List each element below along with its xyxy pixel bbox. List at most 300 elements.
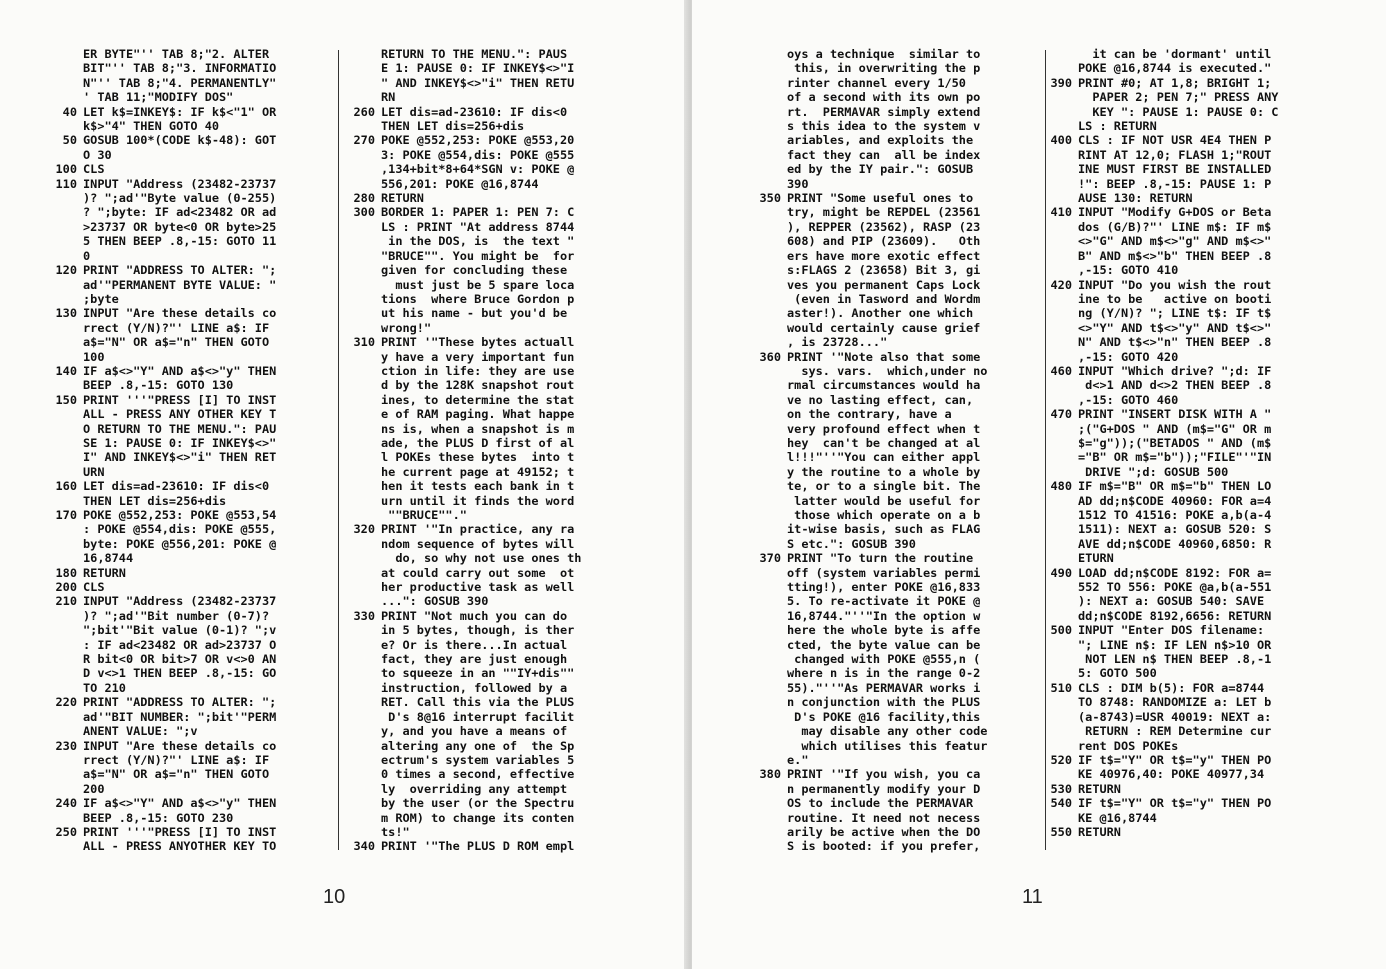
line-number [52,522,77,536]
basic-line-150 [52,393,276,407]
line-number [756,61,781,75]
line-number [1047,811,1072,825]
code-text: E 1: PAUSE 0: IF INKEY$<>"I [381,61,575,76]
code-text: 3: POKE @554,dis: POKE @555 [381,147,575,162]
line-number [350,479,375,493]
code-text: here the whole byte is affe [787,623,981,638]
code-text: N" AND t$<>"n" THEN BEEP .8 [1078,335,1272,350]
code-text: a$="N" OR a$="n" THEN GOTO [83,335,270,350]
code-text: try, might be REPDEL (23561 [787,205,981,220]
code-continuation-line [350,378,581,392]
code-text: y, and you have a means of [381,724,568,739]
code-text: rinter channel every 1/50 [787,75,966,90]
line-number [350,47,375,61]
basic-line-330 [350,609,581,623]
line-number: 50 [62,133,77,148]
left-page-column-2 [350,47,581,854]
code-continuation-line [350,638,581,652]
code-continuation-line [52,436,276,450]
line-number [350,119,375,133]
line-number: 260 [353,104,375,119]
line-number [756,234,781,248]
code-continuation-line [756,811,987,825]
code-text: "; LINE n$: IF LEN n$>10 OR [1078,637,1272,652]
code-text: fact, they are just enough [381,652,568,667]
line-number [52,609,77,623]
line-number [350,249,375,263]
line-number [756,652,781,666]
code-continuation-line [756,263,987,277]
line-number [350,796,375,810]
line-number: 40 [62,104,77,119]
line-number: 550 [1050,824,1072,839]
line-number [1047,508,1072,522]
code-text: ns is, when a snapshot is m [381,421,575,436]
code-continuation-line [756,609,987,623]
code-continuation-line [1047,234,1278,248]
line-number: 340 [353,839,375,854]
code-text: ,-15: GOTO 410 [1078,263,1179,278]
code-continuation-line [756,739,987,753]
code-continuation-line [52,537,276,551]
code-continuation-line [52,407,276,421]
line-number: 320 [353,522,375,537]
code-continuation-line [52,378,276,392]
line-number [52,350,77,364]
code-continuation-line [756,364,987,378]
basic-line-220 [52,695,276,709]
code-text: a$="N" OR a$="n" THEN GOTO [83,767,270,782]
code-text: KE 40976,40: POKE 40977,34 [1078,767,1265,782]
line-number [52,623,77,637]
code-text: S is booted: if you prefer, [787,839,981,854]
line-number [1047,61,1072,75]
code-text: )? ";ad'"Byte value (0-255) [83,191,277,206]
basic-line-460 [1047,364,1278,378]
code-text: PRINT #0; AT 1,8; BRIGHT 1; [1078,75,1272,90]
code-text: e? Or is there...In actual [381,637,568,652]
basic-line-360 [756,350,987,364]
line-number [350,739,375,753]
code-continuation-line [1047,191,1278,205]
code-text: R bit<0 OR bit>7 OR v<>0 AN [83,652,277,667]
line-number [52,551,77,565]
code-text: D v<>1 THEN BEEP .8,-15: GO [83,666,277,681]
basic-line-230 [52,739,276,753]
code-continuation-line [350,249,581,263]
code-text: ers have more exotic effect [787,248,981,263]
code-text: LET dis=ad-23610: IF dis<0 [83,479,270,494]
line-number [1047,234,1072,248]
line-number [756,205,781,219]
code-text: INPUT "Do you wish the rout [1078,277,1272,292]
line-number [1047,594,1072,608]
line-number [756,249,781,263]
line-number [350,566,375,580]
code-continuation-line [1047,162,1278,176]
code-text: at could carry out some ot [381,565,575,580]
code-continuation-line [756,177,987,191]
code-continuation-line [350,695,581,709]
code-continuation-line [350,508,581,522]
code-continuation-line [350,724,581,738]
line-number [350,681,375,695]
code-text: RET. Call this via the PLUS [381,695,575,710]
line-number [1047,350,1072,364]
code-continuation-line [1047,263,1278,277]
code-text: ? ";byte: IF ad<23482 OR ad [83,205,277,220]
code-text: l!!!"''"You can either appl [787,450,981,465]
line-number [756,220,781,234]
line-number [1047,292,1072,306]
line-number: 100 [55,162,77,177]
code-continuation-line [350,278,581,292]
code-text: RETURN TO THE MENU.": PAUS [381,47,568,61]
line-number: 390 [1050,75,1072,90]
code-text: on the contrary, have a [787,407,952,422]
line-number [1047,436,1072,450]
code-continuation-line [350,61,581,75]
code-text: BEEP .8,-15: GOTO 230 [83,810,234,825]
basic-line-520 [1047,753,1278,767]
line-number [756,393,781,407]
code-text: 1512 TO 41516: POKE a,b(a-4 [1078,508,1272,522]
code-continuation-line [350,220,581,234]
code-text: PRINT "Some useful ones to [787,191,974,206]
code-text: ine to be active on booti [1078,291,1272,306]
line-number [756,566,781,580]
line-number [350,234,375,248]
code-text: rent DOS POKEs [1078,738,1179,753]
line-number [52,782,77,796]
code-continuation-line [756,724,987,738]
code-text: >23737 OR byte<0 OR byte>25 [83,219,277,234]
line-number [350,638,375,652]
code-continuation-line [756,710,987,724]
code-text: where n is in the range 0-2 [787,666,981,681]
code-text: ng (Y/N)? "; LINE t$: IF t$ [1078,306,1272,321]
code-text: aster!). Another one which [787,306,974,321]
code-continuation-line [350,537,581,551]
code-continuation-line [1047,177,1278,191]
code-continuation-line [1047,465,1278,479]
code-text: TO 210 [83,680,126,695]
line-number [350,767,375,781]
code-text: PRINT '"Note also that some [787,349,981,364]
code-continuation-line [350,148,581,162]
code-text: 5 THEN BEEP .8,-15: GOTO 11 [83,234,277,249]
line-number: 500 [1050,623,1072,638]
line-number [350,177,375,191]
code-text: ";bit'"Bit value (0-1)? ";v [83,623,277,638]
code-continuation-line [52,90,276,104]
basic-line-550 [1047,825,1278,839]
code-text: sys. vars. which,under no [787,363,988,378]
code-text: THEN LET dis=256+dis [381,119,525,134]
line-number [1047,666,1072,680]
code-continuation-line [756,306,987,320]
code-text: s:FLAGS 2 (23658) Bit 3, gi [787,263,981,278]
basic-line-350 [756,191,987,205]
code-text: B" AND m$<>"b" THEN BEEP .8 [1078,248,1272,263]
line-number [1047,652,1072,666]
line-number [1047,119,1072,133]
code-continuation-line [1047,249,1278,263]
code-text: ), REPPER (23562), RASP (23 [787,219,981,234]
code-text: O 30 [83,147,112,162]
line-number [52,335,77,349]
code-continuation-line [1047,306,1278,320]
code-continuation-line [350,234,581,248]
line-number [756,522,781,536]
code-text: 556,201: POKE @16,8744 [381,176,539,191]
code-text: BIT"'' TAB 8;"3. INFORMATIO [83,61,277,76]
code-continuation-line [1047,220,1278,234]
line-number [1047,580,1072,594]
code-text: RETURN : REM Determine cur [1078,724,1272,739]
code-text: URN [83,464,105,479]
code-text: IF a$<>"Y" AND a$<>"y" THEN [83,363,277,378]
code-continuation-line [756,162,987,176]
code-text: (even in Tasword and Wordm [787,291,981,306]
code-text: ): NEXT a: GOSUB 540: SAVE [1078,594,1265,609]
code-text: PRINT '''"PRESS [I] TO INST [83,392,277,407]
line-number [756,681,781,695]
code-continuation-line [1047,652,1278,666]
line-number: 330 [353,608,375,623]
code-text: arily be active when the DO [787,824,981,839]
line-number [756,263,781,277]
line-number: 140 [55,363,77,378]
code-continuation-line [756,105,987,119]
code-continuation-line [52,450,276,464]
basic-line-110 [52,177,276,191]
line-number [52,537,77,551]
code-text: INPUT "Enter DOS filename: [1078,623,1265,638]
code-continuation-line [1047,811,1278,825]
code-continuation-line [350,350,581,364]
code-continuation-line [350,623,581,637]
code-text: routine. It need not necess [787,810,981,825]
code-continuation-line [1047,551,1278,565]
line-number [52,234,77,248]
code-continuation-line [52,666,276,680]
code-text: 16,8744 [83,551,134,566]
line-number [52,465,77,479]
basic-line-540 [1047,796,1278,810]
code-text: 55)."''"As PERMAVAR works i [787,680,981,695]
code-text: wrong!" [381,320,432,335]
code-text: ALL - PRESS ANY OTHER KEY T [83,407,277,422]
code-text: INPUT "Address (23482-23737 [83,594,277,609]
line-number [52,119,77,133]
code-text: n permanently modify your D [787,781,981,796]
code-text: ly overriding any attempt [381,781,568,796]
code-text: rrect (Y/N)?"' LINE a$: IF [83,752,270,767]
code-text: S etc.": GOSUB 390 [787,536,916,551]
code-text: changed with POKE @555,n ( [787,652,981,667]
code-text: ANENT VALUE: ";v [83,724,198,739]
code-text: d by the 128K snapshot rout [381,378,575,393]
line-number [52,90,77,104]
code-continuation-line [350,263,581,277]
code-continuation-line [52,47,276,61]
code-continuation-line [1047,739,1278,753]
line-number [1047,695,1072,709]
line-number: 230 [55,738,77,753]
code-text: ade, the PLUS D first of al [381,435,575,450]
code-continuation-line [756,508,987,522]
basic-line-300 [350,205,581,219]
code-continuation-line [52,465,276,479]
code-continuation-line [52,609,276,623]
code-text: 200 [83,781,105,796]
basic-line-410 [1047,205,1278,219]
code-continuation-line [756,638,987,652]
code-text: D's 8@16 interrupt facilit [381,709,575,724]
line-number [350,710,375,724]
basic-line-320 [350,522,581,536]
code-text: ndom sequence of bytes will [381,536,575,551]
line-number: 170 [55,508,77,522]
code-text: ;byte [83,291,119,306]
code-text: AVE dd;n$CODE 40960,6850: R [1078,536,1272,551]
line-number [350,494,375,508]
basic-line-240 [52,796,276,810]
code-text: O RETURN TO THE MENU.": PAU [83,421,277,436]
line-number [52,76,77,90]
line-number [756,594,781,608]
code-text: y have a very important fun [381,349,575,364]
line-number: 400 [1050,133,1072,148]
code-continuation-line [1047,580,1278,594]
left-page [0,0,691,969]
line-number: 370 [759,551,781,566]
code-text: RETURN [1078,781,1121,796]
code-text: KE @16,8744 [1078,810,1157,825]
code-continuation-line [350,782,581,796]
code-text: <>"Y" AND t$<>"y" AND t$<>" [1078,320,1272,335]
line-number [52,191,77,205]
code-continuation-line [756,796,987,810]
code-text: would certainly cause grief [787,320,981,335]
code-continuation-line [52,652,276,666]
code-text: ad'"PERMANENT BYTE VALUE: " [83,277,277,292]
code-continuation-line [756,61,987,75]
line-number [350,378,375,392]
line-number [350,580,375,594]
code-text: n conjunction with the PLUS [787,695,981,710]
code-text: GOSUB 100*(CODE k$-48): GOT [83,133,277,148]
code-text: PRINT "To turn the routine [787,551,974,566]
code-text: given for concluding these [381,263,568,278]
line-number: 300 [353,205,375,220]
code-text: INE MUST FIRST BE INSTALLED [1078,162,1272,177]
code-continuation-line [756,666,987,680]
line-number [1047,450,1072,464]
code-continuation-line [1047,666,1278,680]
code-text: LS : RETURN [1078,119,1157,134]
code-continuation-line [756,321,987,335]
code-continuation-line [350,364,581,378]
basic-line-510 [1047,681,1278,695]
code-text: 1511): NEXT a: GOSUB 520: S [1078,522,1272,537]
code-text: altering any one of the Sp [381,738,575,753]
line-number [1047,710,1072,724]
code-text: those which operate on a b [787,508,981,522]
code-text: N"'' TAB 8;"4. PERMANENTLY" [83,75,277,90]
code-continuation-line [756,580,987,594]
line-number [52,724,77,738]
line-number [1047,220,1072,234]
code-text: (a-8743)=USR 40019: NEXT a: [1078,709,1272,724]
code-continuation-line [1047,537,1278,551]
line-number [1047,335,1072,349]
code-continuation-line [52,494,276,508]
line-number [756,796,781,810]
code-text: ,-15: GOTO 420 [1078,349,1179,364]
line-number [756,811,781,825]
code-continuation-line [756,148,987,162]
code-text: LOAD dd;n$CODE 8192: FOR a= [1078,565,1272,580]
line-number [350,350,375,364]
code-text: LET dis=ad-23610: IF dis<0 [381,104,568,119]
code-text: fact they can all be index [787,147,981,162]
code-continuation-line [756,119,987,133]
basic-line-340 [350,839,581,853]
code-text: ;("G+DOS " AND (m$="G" OR m [1078,421,1272,436]
code-continuation-line [756,465,987,479]
code-continuation-line [756,292,987,306]
code-text: IF t$="Y" OR t$="y" THEN PO [1078,796,1272,811]
basic-line-180 [52,566,276,580]
code-text: k$>"4" THEN GOTO 40 [83,119,220,134]
code-continuation-line [1047,422,1278,436]
code-text: e." [787,752,809,767]
code-continuation-line [1047,494,1278,508]
code-text: instruction, followed by a [381,680,568,695]
code-text: DRIVE ";d: GOSUB 500 [1078,464,1229,479]
line-number: 180 [55,565,77,580]
code-text: LS : PRINT "At address 8744 [381,219,575,234]
code-text: ,134+bit*8+64*SGN v: POKE @ [381,162,575,177]
line-number [1047,90,1072,104]
line-number [350,782,375,796]
code-text: ction in life: they are use [381,363,575,378]
code-continuation-line [52,811,276,825]
basic-line-40 [52,105,276,119]
code-text: cted, the byte value can be [787,637,981,652]
line-number [756,753,781,767]
line-number: 310 [353,335,375,350]
page-number-right: 11 [1022,886,1043,908]
line-number [52,839,77,853]
code-continuation-line [1047,321,1278,335]
line-number [52,278,77,292]
line-number: 210 [55,594,77,609]
code-continuation-line [52,839,276,853]
line-number: 160 [55,479,77,494]
line-number: 480 [1050,479,1072,494]
code-continuation-line [756,522,987,536]
code-text: hey can't be changed at al [787,435,981,450]
line-number [52,450,77,464]
code-continuation-line [350,450,581,464]
basic-line-310 [350,335,581,349]
code-text: CLS [83,162,105,177]
code-continuation-line [52,321,276,335]
line-number [350,76,375,90]
